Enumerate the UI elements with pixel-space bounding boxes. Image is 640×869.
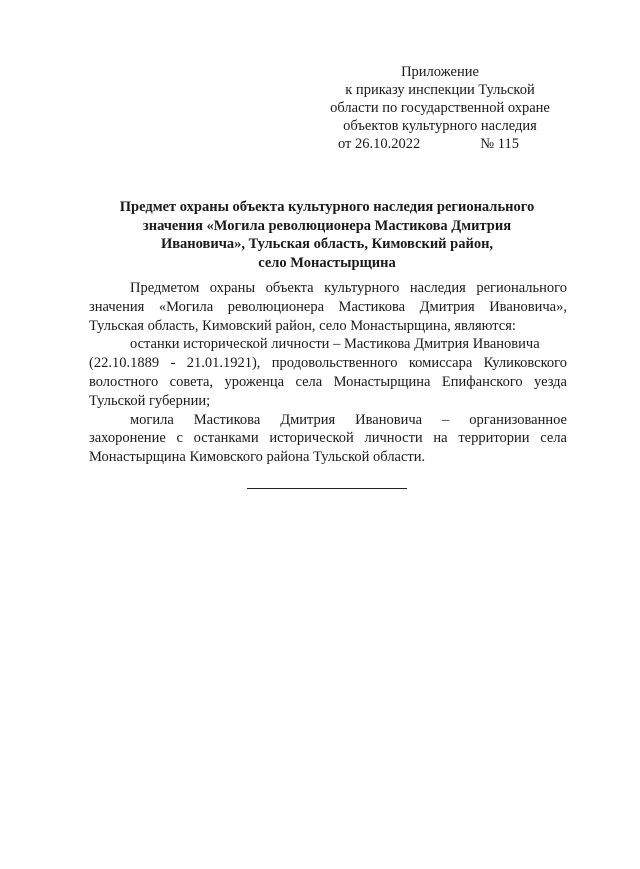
- appendix-line: к приказу инспекции Тульской: [345, 82, 535, 98]
- title-line: село Монастырщина: [258, 254, 396, 271]
- paragraph-line: останки исторической личности – Мастикова Дмитрия Ивановича: [130, 336, 540, 353]
- appendix-line: объектов культурного наследия: [343, 118, 537, 134]
- paragraph-line: могила Мастикова Дмитрия Ивановича – организованное: [130, 411, 567, 428]
- paragraph-intro: [89, 279, 567, 335]
- paragraph-line: Предметом охраны объекта культурного наследия регионального: [130, 280, 567, 296]
- closing-divider-line: [247, 488, 407, 489]
- paragraph-grave: [89, 411, 567, 467]
- appendix-line: Приложение: [401, 64, 479, 80]
- appendix-date: от 26.10.2022: [338, 136, 421, 152]
- paragraph-line: волостного совета, уроженца села Монастырщина Епифанского уезда: [89, 373, 567, 390]
- title-line: Ивановича», Тульская область, Кимовский район,: [160, 236, 494, 252]
- document-title: [90, 198, 564, 272]
- document-body: [89, 279, 567, 467]
- paragraph-line: Тульская область, Кимовский район, село Монастырщина, являются:: [89, 317, 516, 334]
- paragraph-line: значения «Могила революционера Мастикова Дмитрия Ивановича»,: [89, 298, 567, 315]
- paragraph-line: Тульской губернии;: [89, 392, 211, 409]
- title-line: Предмет охраны объекта культурного наследия регионального: [119, 199, 535, 215]
- title-line: значения «Могила революционера Мастикова Дмитрия: [142, 217, 512, 234]
- appendix-block: [300, 63, 580, 153]
- appendix-number: № 115: [480, 136, 519, 152]
- appendix-line: области по государственной охране: [330, 100, 550, 116]
- appendix-date-number-line: [300, 135, 580, 153]
- paragraph-line: Монастырщина Кимовского района Тульской области.: [89, 449, 426, 466]
- paragraph-line: (22.10.1889 - 21.01.1921), продовольственного комиссара Куликовского: [89, 355, 567, 372]
- paragraph-line: захоронение с останками исторической личности на территории села: [89, 430, 567, 447]
- paragraph-remains: [89, 335, 567, 410]
